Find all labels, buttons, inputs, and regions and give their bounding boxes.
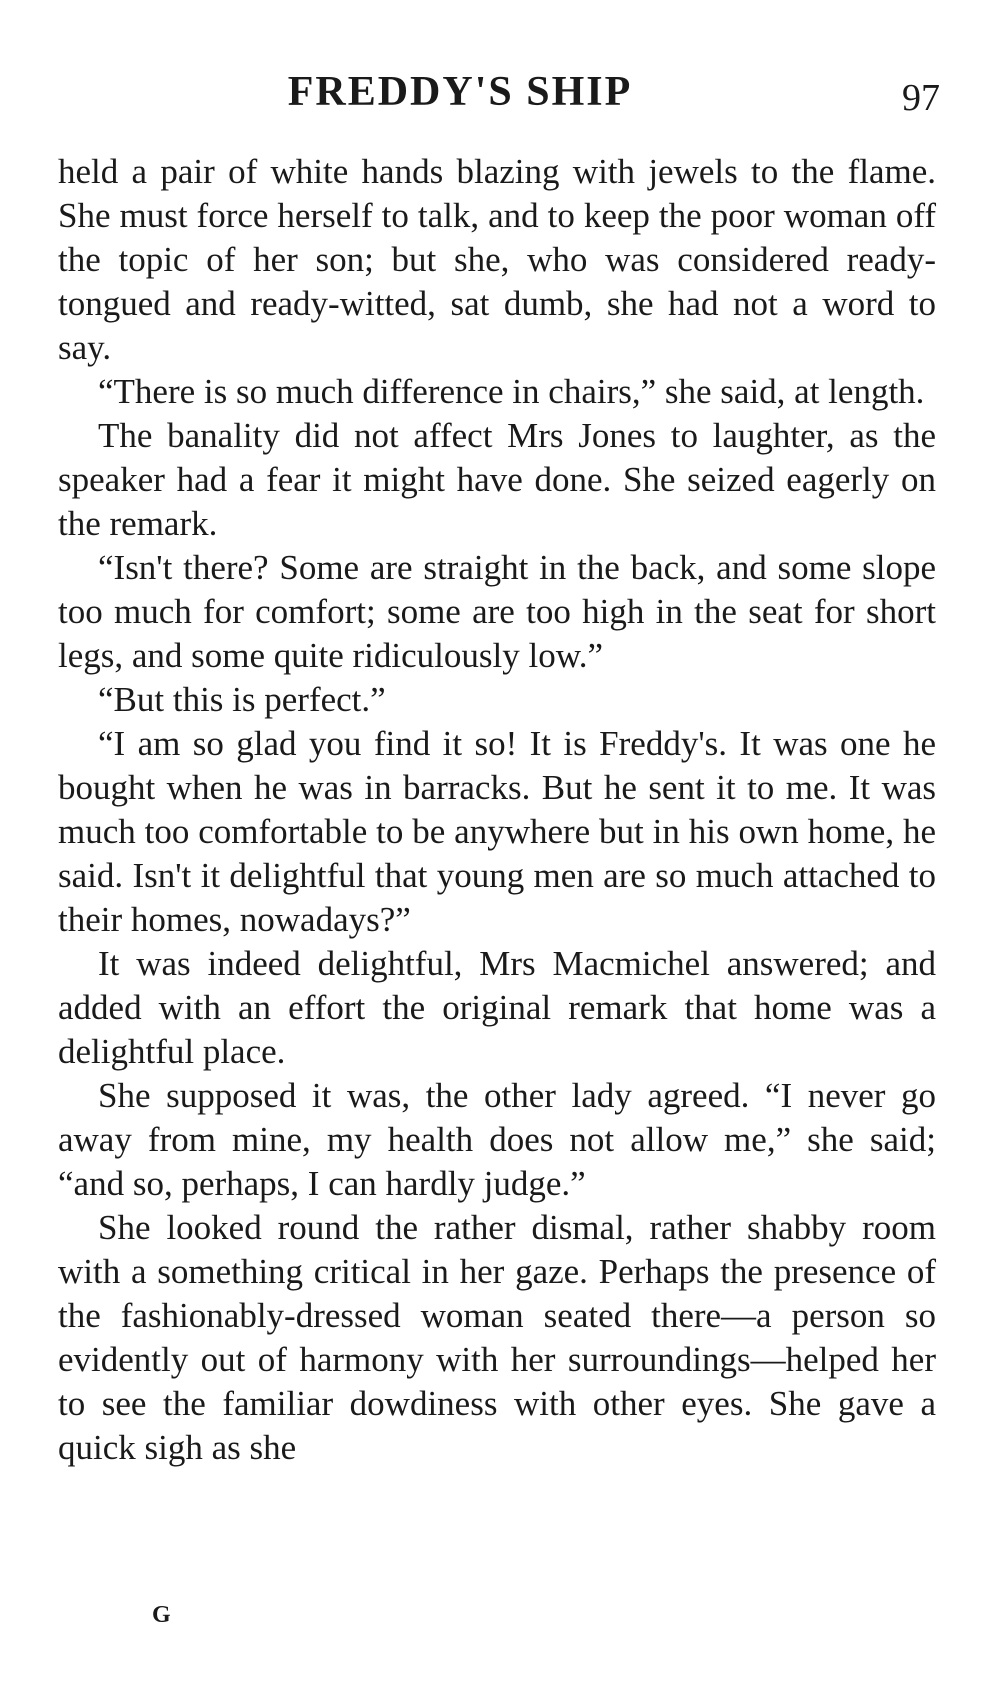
paragraph: “Isn't there? Some are straight in the back, and some slope too much for comfort; some are too high in the seat for short legs, and some quite ridiculously low.”: [58, 548, 936, 675]
page-header: [60, 62, 940, 122]
running-title: FREDDY'S SHIP: [287, 69, 633, 115]
page-number: 97: [902, 77, 940, 119]
paragraph: “I am so glad you find it so! It is Freddy's. It was one he bought when he was in barracks. But he sent it to me. It was much too comfortable to be anywhere but in his own home, he said. Isn't it delightful that young men are so much attached to their homes, nowadays?”: [58, 724, 936, 939]
paragraph: The banality did not affect Mrs Jones to laughter, as the speaker had a fear it might have done. She seized eagerly on the remark.: [58, 416, 936, 543]
paragraph: “But this is perfect.”: [98, 680, 386, 719]
paragraph: “There is so much difference in chairs,” she said, at length.: [98, 372, 925, 411]
body-text: [58, 150, 936, 1470]
paragraph: She supposed it was, the other lady agreed. “I never go away from mine, my health does not allow me,” she said; “and so, perhaps, I can hardly judge.”: [58, 1076, 936, 1203]
paragraph: She looked round the rather dismal, rather shabby room with a something critical in her gaze. Perhaps the presence of the fashionably-dressed woman seated there—a person so evidently out of harmony with her surroundings—helped her to see the familiar dowdiness with other eyes. She gave a quick sigh as she: [58, 1208, 936, 1467]
paragraph: held a pair of white hands blazing with jewels to the flame. She must force herself to talk, and to keep the poor woman off the topic of her son; but she, who was considered ready-tongued and ready-witted, sat dumb, she had not a word to say.: [58, 152, 936, 367]
signature-mark: G: [152, 1602, 171, 1628]
paragraph: It was indeed delightful, Mrs Macmichel answered; and added with an effort the original remark that home was a delightful place.: [58, 944, 936, 1071]
